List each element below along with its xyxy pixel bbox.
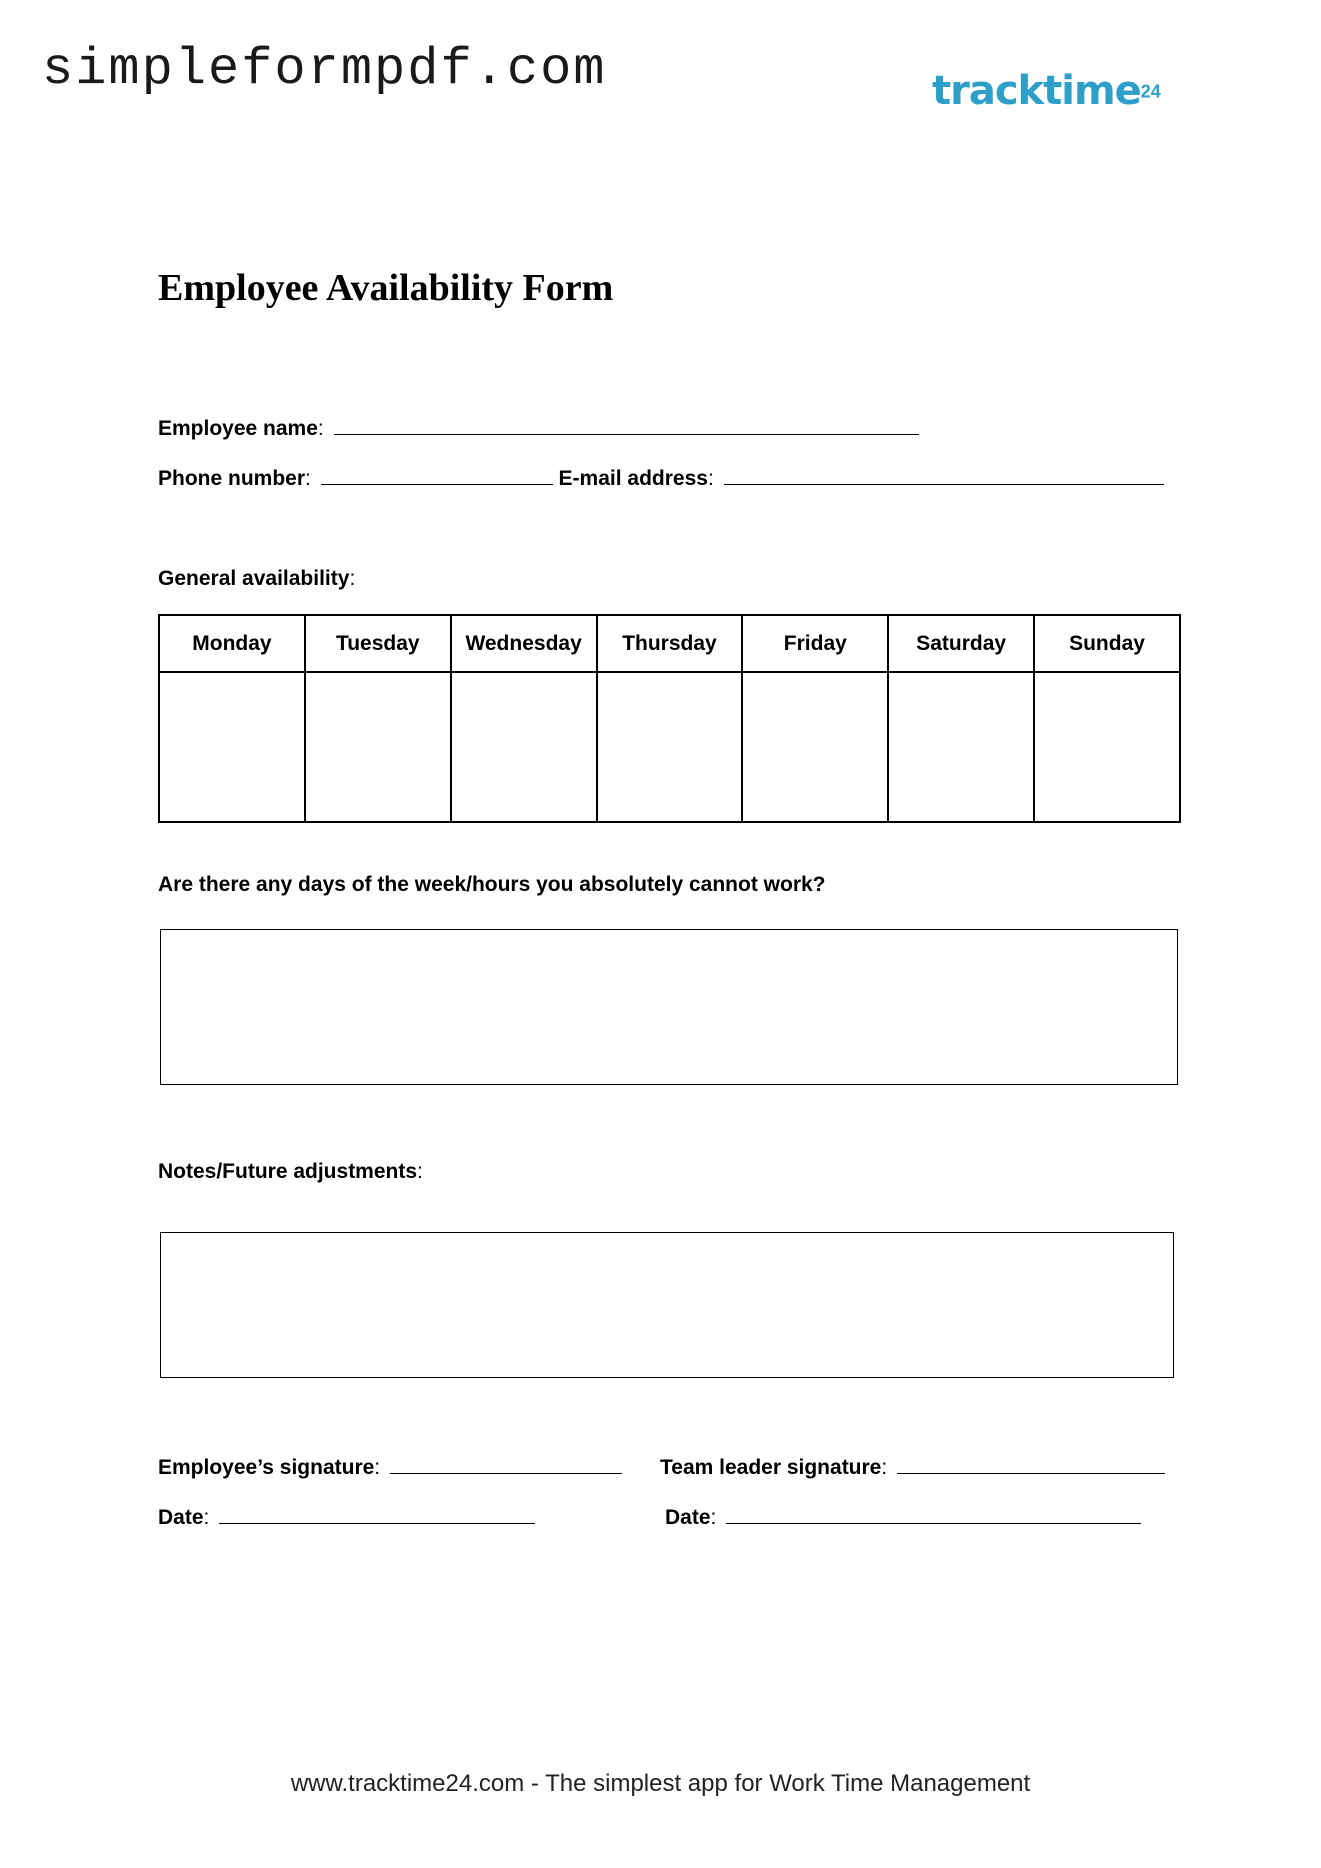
general-availability-heading — [158, 567, 355, 591]
colon: : — [707, 467, 714, 490]
colon: : — [417, 1160, 423, 1183]
date-left-label: Date — [158, 1506, 204, 1529]
notes-label: Notes/Future adjustments — [158, 1160, 418, 1183]
phone-label: Phone number — [158, 467, 306, 490]
footer-text: www.tracktime24.com - The simplest app for Work Time Management — [290, 1770, 1031, 1797]
colon: : — [317, 417, 324, 440]
employee-signature-field[interactable] — [390, 1455, 622, 1474]
day-header-thursday: Thursday — [597, 615, 743, 672]
date-right-field[interactable] — [726, 1505, 1141, 1524]
colon: : — [710, 1506, 717, 1529]
table-row — [159, 672, 1180, 822]
watermark-text: simpleformpdf.com — [42, 40, 607, 99]
phone-field[interactable] — [321, 466, 553, 485]
email-label: E-mail address — [558, 467, 708, 490]
day-header-tuesday: Tuesday — [305, 615, 451, 672]
availability-cell-sunday[interactable] — [1034, 672, 1180, 822]
team-leader-signature-label: Team leader signature — [660, 1456, 882, 1479]
contact-row — [158, 466, 1164, 491]
colon: : — [374, 1456, 381, 1479]
date-left-row — [158, 1505, 535, 1530]
date-right-row — [665, 1505, 1141, 1530]
availability-cell-wednesday[interactable] — [451, 672, 597, 822]
availability-cell-friday[interactable] — [742, 672, 888, 822]
employee-name-field[interactable] — [334, 416, 919, 435]
colon: : — [203, 1506, 210, 1529]
table-header-row — [159, 615, 1180, 672]
team-leader-signature-row — [660, 1455, 1165, 1480]
availability-cell-saturday[interactable] — [888, 672, 1034, 822]
availability-cell-monday[interactable] — [159, 672, 305, 822]
colon: : — [881, 1456, 888, 1479]
employee-signature-row — [158, 1455, 622, 1480]
notes-textbox[interactable] — [160, 1232, 1174, 1378]
colon: : — [349, 567, 356, 590]
availability-cell-tuesday[interactable] — [305, 672, 451, 822]
employee-name-label: Employee name — [158, 417, 318, 440]
cannot-work-textbox[interactable] — [160, 929, 1178, 1085]
colon: : — [305, 467, 311, 490]
date-left-field[interactable] — [219, 1505, 535, 1524]
page-title: Employee Availability Form — [158, 267, 614, 309]
email-field[interactable] — [724, 466, 1164, 485]
team-leader-signature-field[interactable] — [897, 1455, 1165, 1474]
logo-superscript: 24 — [1140, 81, 1161, 102]
day-header-saturday: Saturday — [888, 615, 1034, 672]
cannot-work-question — [158, 873, 826, 897]
date-right-label: Date — [665, 1506, 711, 1529]
cannot-work-label: Are there any days of the week/hours you absolutely cannot work? — [158, 873, 826, 896]
notes-heading — [158, 1160, 423, 1184]
day-header-sunday: Sunday — [1034, 615, 1180, 672]
day-header-friday: Friday — [742, 615, 888, 672]
employee-name-row — [158, 416, 919, 441]
availability-table — [158, 614, 1181, 823]
tracktime24-logo — [932, 68, 1172, 116]
employee-signature-label: Employee’s signature — [158, 1456, 375, 1479]
day-header-monday: Monday — [159, 615, 305, 672]
general-availability-label: General availability — [158, 567, 350, 590]
availability-cell-thursday[interactable] — [597, 672, 743, 822]
logo-text: tracktime — [932, 68, 1141, 114]
day-header-wednesday: Wednesday — [451, 615, 597, 672]
